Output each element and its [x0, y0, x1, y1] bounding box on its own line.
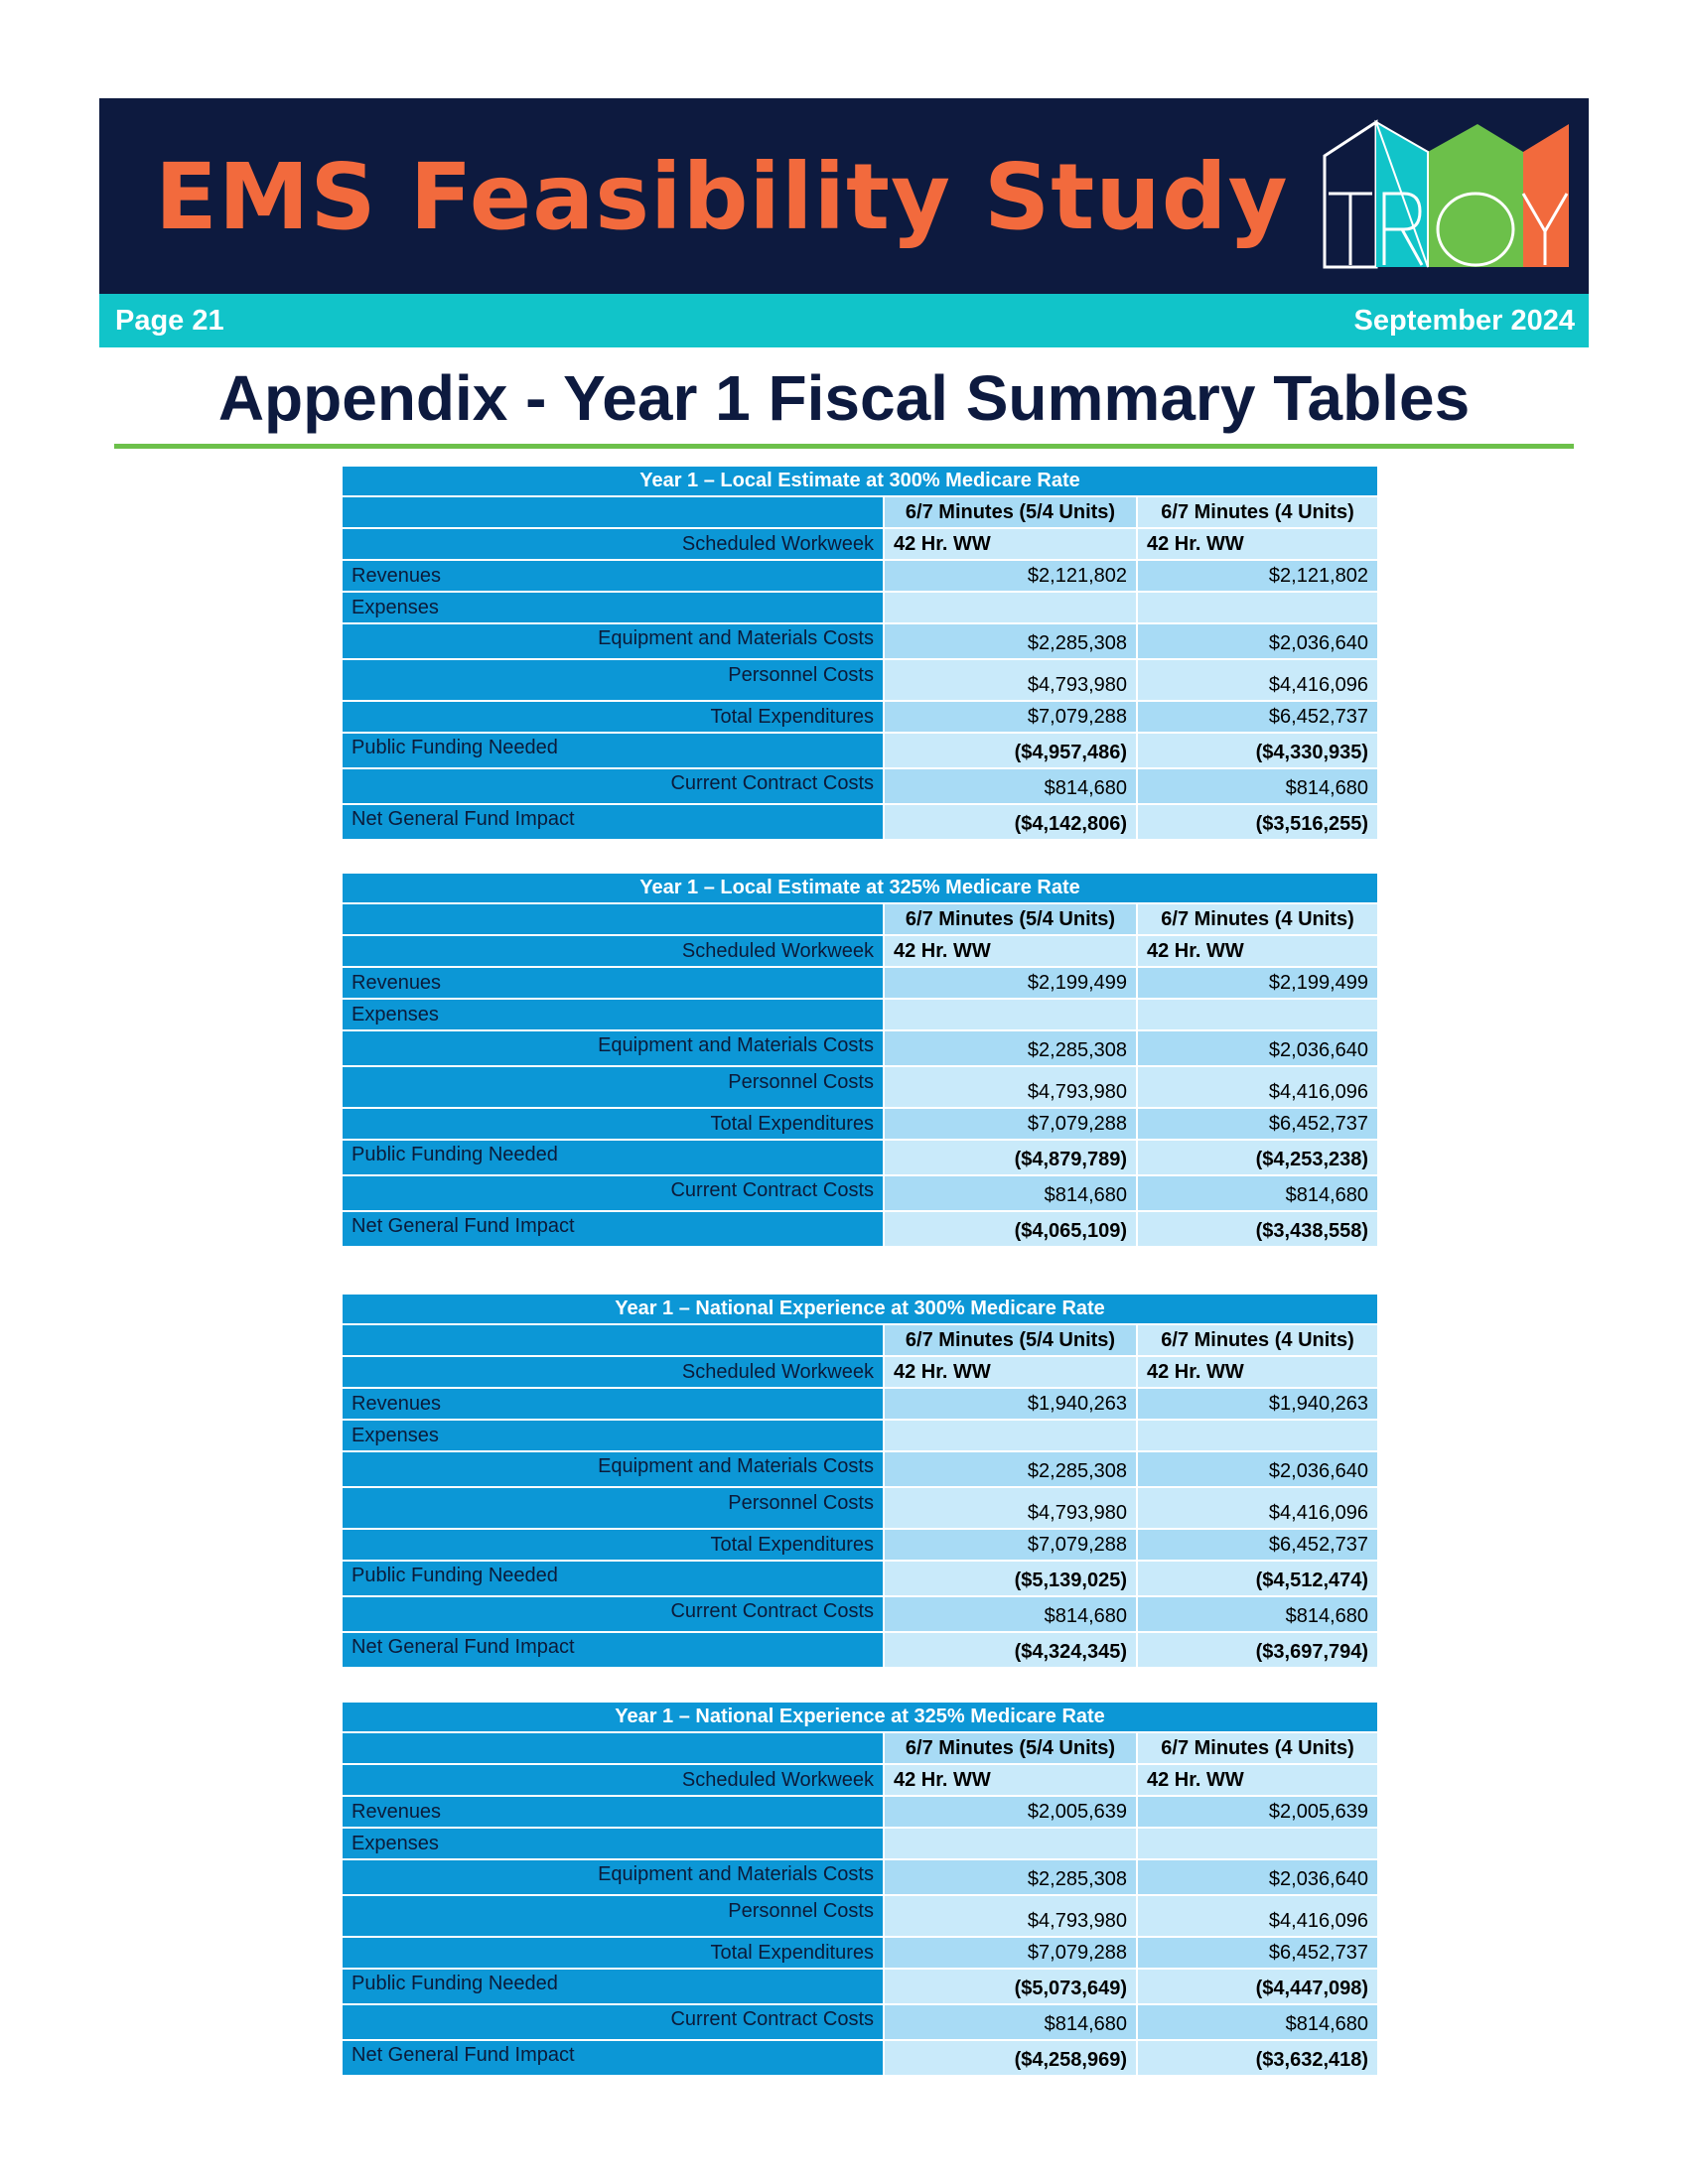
- column-header: 6/7 Minutes (5/4 Units): [884, 1732, 1137, 1764]
- column-header: 6/7 Minutes (4 Units): [1137, 903, 1378, 935]
- table-cell: $2,121,802: [1137, 560, 1378, 592]
- table-cell: $2,005,639: [884, 1796, 1137, 1828]
- table-cell: [884, 1828, 1137, 1859]
- row-label: Personnel Costs: [342, 1066, 884, 1108]
- table-cell: $4,416,096: [1137, 1066, 1378, 1108]
- row-label: Revenues: [342, 560, 884, 592]
- row-label: Current Contract Costs: [342, 2004, 884, 2040]
- table-cell: $7,079,288: [884, 1108, 1137, 1140]
- table-cell: $814,680: [1137, 1596, 1378, 1632]
- table-cell: [884, 1420, 1137, 1451]
- row-label: Equipment and Materials Costs: [342, 1451, 884, 1487]
- table-cell: [884, 999, 1137, 1030]
- table-cell: ($4,142,806): [884, 804, 1137, 840]
- column-header: 6/7 Minutes (4 Units): [1137, 1324, 1378, 1356]
- table-cell: ($4,330,935): [1137, 733, 1378, 768]
- row-label: Current Contract Costs: [342, 1175, 884, 1211]
- table-cell: ($3,438,558): [1137, 1211, 1378, 1247]
- row-label: Equipment and Materials Costs: [342, 1030, 884, 1066]
- table-cell: [1137, 592, 1378, 623]
- row-label: Public Funding Needed: [342, 1140, 884, 1175]
- table-cell: $4,793,980: [884, 659, 1137, 701]
- row-label: Net General Fund Impact: [342, 1632, 884, 1668]
- page-number: Page 21: [115, 305, 224, 337]
- row-label: Personnel Costs: [342, 1487, 884, 1529]
- table-cell: $2,199,499: [1137, 967, 1378, 999]
- column-header: 6/7 Minutes (5/4 Units): [884, 496, 1137, 528]
- column-header: 6/7 Minutes (5/4 Units): [884, 903, 1137, 935]
- table-cell: ($4,065,109): [884, 1211, 1137, 1247]
- row-label: Equipment and Materials Costs: [342, 623, 884, 659]
- table-cell: ($3,516,255): [1137, 804, 1378, 840]
- table-cell: $814,680: [884, 2004, 1137, 2040]
- table-cell: 42 Hr. WW: [1137, 1356, 1378, 1388]
- table-cell: $6,452,737: [1137, 1529, 1378, 1561]
- page-heading: Appendix - Year 1 Fiscal Summary Tables: [217, 362, 1471, 434]
- row-label: Expenses: [342, 592, 884, 623]
- table-cell: [884, 592, 1137, 623]
- document-title: EMS Feasibility Study: [155, 144, 1289, 250]
- table-cell: ($3,632,418): [1137, 2040, 1378, 2076]
- table-cell: $7,079,288: [884, 701, 1137, 733]
- table-cell: $2,285,308: [884, 623, 1137, 659]
- header-blank-cell: [342, 496, 884, 528]
- table-cell: $6,452,737: [1137, 1108, 1378, 1140]
- table-cell: $2,036,640: [1137, 1451, 1378, 1487]
- fiscal-table-local-300: [341, 465, 1379, 841]
- row-label: Revenues: [342, 1388, 884, 1420]
- table-cell: 42 Hr. WW: [1137, 528, 1378, 560]
- table-cell: $814,680: [1137, 2004, 1378, 2040]
- table-cell: [1137, 1420, 1378, 1451]
- table-cell: 42 Hr. WW: [1137, 935, 1378, 967]
- row-label: Scheduled Workweek: [342, 935, 884, 967]
- heading-divider: [114, 444, 1574, 449]
- page-info-bar: [99, 294, 1589, 347]
- table-cell: $2,005,639: [1137, 1796, 1378, 1828]
- table-cell: $4,793,980: [884, 1487, 1137, 1529]
- table-cell: ($4,512,474): [1137, 1561, 1378, 1596]
- row-label: Current Contract Costs: [342, 768, 884, 804]
- table-cell: ($4,447,098): [1137, 1969, 1378, 2004]
- table-cell: $7,079,288: [884, 1937, 1137, 1969]
- table-cell: ($4,324,345): [884, 1632, 1137, 1668]
- row-label: Total Expenditures: [342, 1937, 884, 1969]
- fiscal-table-national-300: [341, 1293, 1379, 1669]
- table-cell: [1137, 999, 1378, 1030]
- table-title: Year 1 – National Experience at 300% Medicare Rate: [342, 1294, 1378, 1324]
- row-label: Scheduled Workweek: [342, 1764, 884, 1796]
- column-header: 6/7 Minutes (4 Units): [1137, 1732, 1378, 1764]
- column-header: 6/7 Minutes (5/4 Units): [884, 1324, 1137, 1356]
- table-cell: ($4,258,969): [884, 2040, 1137, 2076]
- row-label: Total Expenditures: [342, 1529, 884, 1561]
- table-cell: $814,680: [1137, 768, 1378, 804]
- row-label: Expenses: [342, 999, 884, 1030]
- row-label: Current Contract Costs: [342, 1596, 884, 1632]
- table-cell: $2,285,308: [884, 1030, 1137, 1066]
- row-label: Net General Fund Impact: [342, 2040, 884, 2076]
- table-cell: ($5,073,649): [884, 1969, 1137, 2004]
- table-cell: $4,793,980: [884, 1895, 1137, 1937]
- row-label: Public Funding Needed: [342, 1969, 884, 2004]
- table-cell: $2,285,308: [884, 1859, 1137, 1895]
- row-label: Net General Fund Impact: [342, 804, 884, 840]
- table-cell: $2,121,802: [884, 560, 1137, 592]
- table-cell: $814,680: [884, 768, 1137, 804]
- table-cell: $4,416,096: [1137, 1487, 1378, 1529]
- fiscal-table-national-325: [341, 1701, 1379, 2077]
- table-cell: 42 Hr. WW: [884, 1356, 1137, 1388]
- table-cell: $1,940,263: [1137, 1388, 1378, 1420]
- header-blank-cell: [342, 1324, 884, 1356]
- table-title: Year 1 – National Experience at 325% Medicare Rate: [342, 1702, 1378, 1732]
- table-cell: $1,940,263: [884, 1388, 1137, 1420]
- row-label: Personnel Costs: [342, 659, 884, 701]
- table-cell: [1137, 1828, 1378, 1859]
- header-blank-cell: [342, 903, 884, 935]
- row-label: Scheduled Workweek: [342, 1356, 884, 1388]
- row-label: Total Expenditures: [342, 1108, 884, 1140]
- header-blank-cell: [342, 1732, 884, 1764]
- row-label: Public Funding Needed: [342, 1561, 884, 1596]
- table-cell: ($3,697,794): [1137, 1632, 1378, 1668]
- table-cell: $2,036,640: [1137, 623, 1378, 659]
- table-title: Year 1 – Local Estimate at 325% Medicare Rate: [342, 873, 1378, 903]
- row-label: Expenses: [342, 1828, 884, 1859]
- table-cell: $2,036,640: [1137, 1859, 1378, 1895]
- row-label: Total Expenditures: [342, 701, 884, 733]
- table-cell: ($4,879,789): [884, 1140, 1137, 1175]
- table-cell: $814,680: [884, 1175, 1137, 1211]
- row-label: Revenues: [342, 1796, 884, 1828]
- troy-logo: [1319, 116, 1573, 275]
- table-cell: $6,452,737: [1137, 1937, 1378, 1969]
- table-title: Year 1 – Local Estimate at 300% Medicare Rate: [342, 466, 1378, 496]
- publication-date: September 2024: [1353, 305, 1575, 337]
- row-label: Net General Fund Impact: [342, 1211, 884, 1247]
- table-cell: $2,036,640: [1137, 1030, 1378, 1066]
- column-header: 6/7 Minutes (4 Units): [1137, 496, 1378, 528]
- table-cell: $814,680: [1137, 1175, 1378, 1211]
- table-cell: $2,199,499: [884, 967, 1137, 999]
- table-cell: $4,416,096: [1137, 1895, 1378, 1937]
- table-cell: $814,680: [884, 1596, 1137, 1632]
- row-label: Expenses: [342, 1420, 884, 1451]
- table-cell: 42 Hr. WW: [884, 528, 1137, 560]
- table-cell: ($5,139,025): [884, 1561, 1137, 1596]
- row-label: Personnel Costs: [342, 1895, 884, 1937]
- table-cell: ($4,253,238): [1137, 1140, 1378, 1175]
- table-cell: $4,793,980: [884, 1066, 1137, 1108]
- table-cell: $2,285,308: [884, 1451, 1137, 1487]
- table-cell: $4,416,096: [1137, 659, 1378, 701]
- row-label: Revenues: [342, 967, 884, 999]
- table-cell: $6,452,737: [1137, 701, 1378, 733]
- table-cell: 42 Hr. WW: [1137, 1764, 1378, 1796]
- header-banner: [99, 98, 1589, 294]
- row-label: Public Funding Needed: [342, 733, 884, 768]
- row-label: Equipment and Materials Costs: [342, 1859, 884, 1895]
- fiscal-table-local-325: [341, 872, 1379, 1248]
- row-label: Scheduled Workweek: [342, 528, 884, 560]
- table-cell: $7,079,288: [884, 1529, 1137, 1561]
- table-cell: 42 Hr. WW: [884, 935, 1137, 967]
- table-cell: 42 Hr. WW: [884, 1764, 1137, 1796]
- table-cell: ($4,957,486): [884, 733, 1137, 768]
